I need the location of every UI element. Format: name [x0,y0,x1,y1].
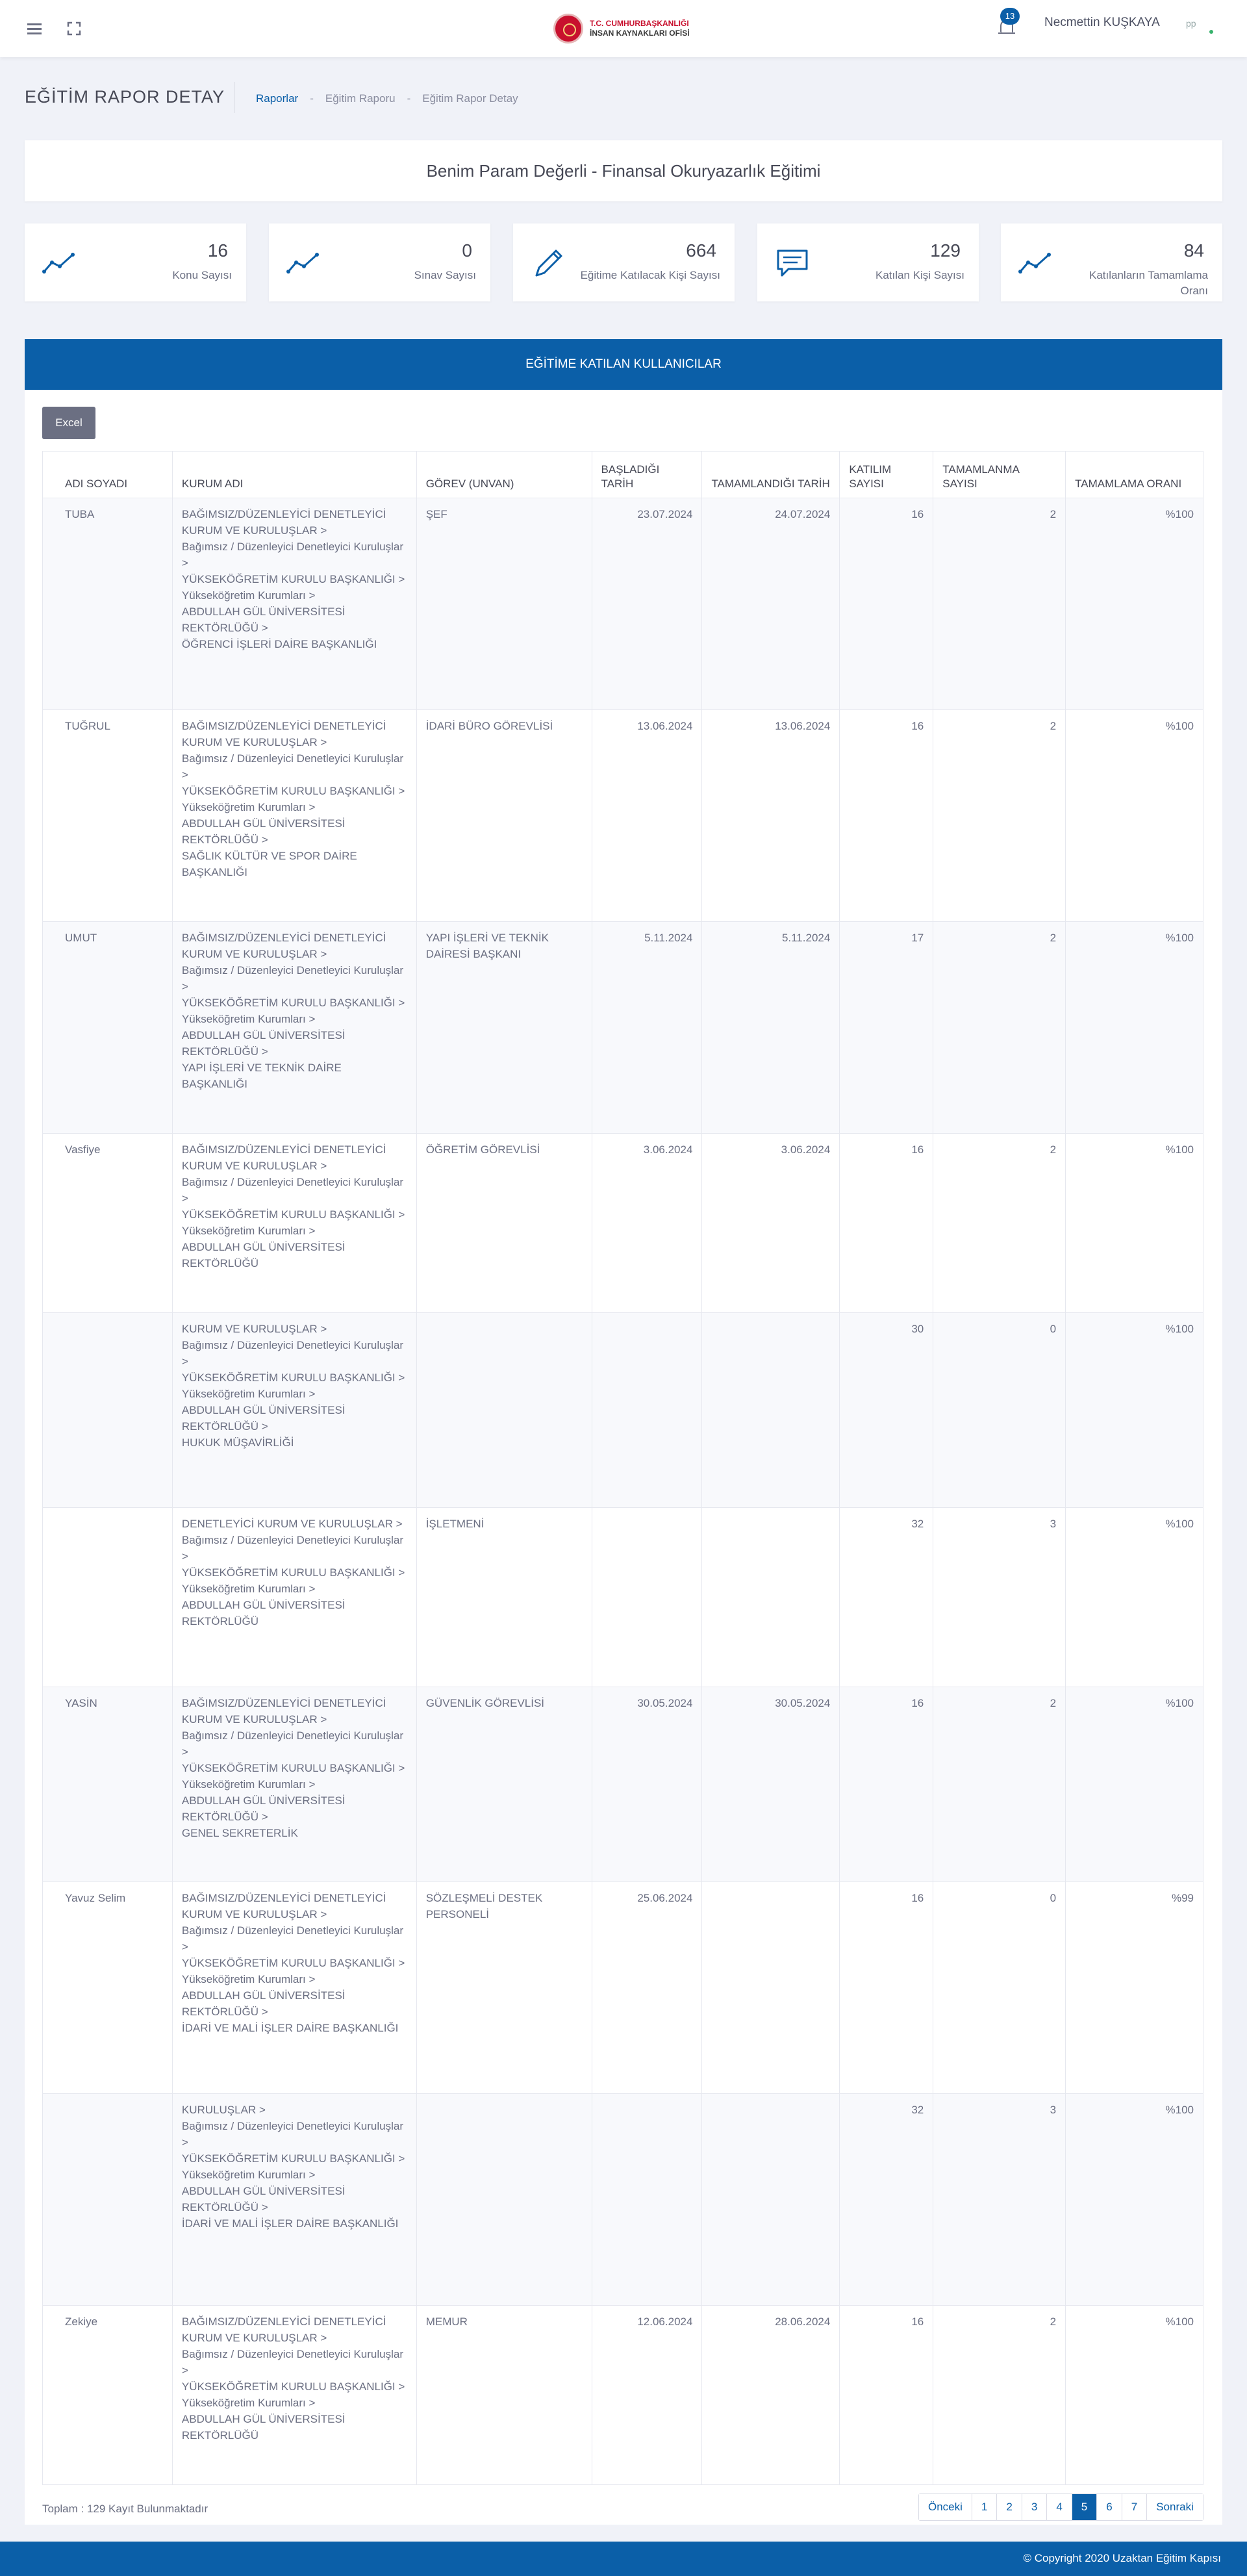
cell-end-date: 3.06.2024 [702,1134,840,1312]
avatar[interactable]: pp [1186,18,1196,29]
cell-attendance: 17 [840,922,933,1133]
cell-organization: BAĞIMSIZ/DÜZENLEYİCİ DENETLEYİCİ KURUM VE KURULUŞLAR > Bağımsız / Düzenleyici Denetleyici Kuruluşlar > YÜKSEKÖĞRETİM KURULU BAŞKANLIĞI > Yükseköğretim Kurumları > ABDULLAH GÜL ÜNİVERSİTESİ REKTÖRLÜĞÜ > ÖĞRENCİ İŞLERİ DAİRE BAŞKANLIĞI [173,498,417,709]
cell-completion-count: 2 [933,1134,1066,1312]
cell-name: TUĞRUL [43,710,173,921]
cell-end-date: 5.11.2024 [702,922,840,1133]
cell-name: Vasfiye [43,1134,173,1312]
stat-label: Konu Sayısı [172,269,232,281]
cell-completion-rate: %100 [1066,2306,1203,2484]
trend-line-icon [39,243,81,282]
table-row [43,1313,1203,1508]
cell-name [43,2094,173,2305]
cell-completion-count: 2 [933,2306,1066,2484]
cell-end-date: 28.06.2024 [702,2306,840,2484]
cell-completion-rate: %100 [1066,1508,1203,1687]
stat-card-participants [757,223,979,301]
cell-completion-count: 2 [933,1687,1066,1881]
cell-organization: KURULUŞLAR > Bağımsız / Düzenleyici Denetleyici Kuruluşlar > YÜKSEKÖĞRETİM KURULU BAŞKANLIĞI > Yükseköğretim Kurumları > ABDULLAH GÜL ÜNİVERSİTESİ REKTÖRLÜĞÜ > İDARİ VE MALİ İŞLER DAİRE BAŞKANLIĞI [173,2094,417,2305]
cell-organization: BAĞIMSIZ/DÜZENLEYİCİ DENETLEYİCİ KURUM VE KURULUŞLAR > Bağımsız / Düzenleyici Denetleyici Kuruluşlar > YÜKSEKÖĞRETİM KURULU BAŞKANLIĞI > Yükseköğretim Kurumları > ABDULLAH GÜL ÜNİVERSİTESİ REKTÖRLÜĞÜ > İDARİ VE MALİ İŞLER DAİRE BAŞKANLIĞI [173,1882,417,2093]
cell-end-date: 24.07.2024 [702,498,840,709]
cell-organization: BAĞIMSIZ/DÜZENLEYİCİ DENETLEYİCİ KURUM VE KURULUŞLAR > Bağımsız / Düzenleyici Denetleyici Kuruluşlar > YÜKSEKÖĞRETİM KURULU BAŞKANLIĞI > Yükseköğretim Kurumları > ABDULLAH GÜL ÜNİVERSİTESİ REKTÖRLÜĞÜ > SAĞLIK KÜLTÜR VE SPOR DAİRE BAŞKANLIĞI [173,710,417,921]
table-row [43,1882,1203,2094]
cell-title: SÖZLEŞMELİ DESTEK PERSONELİ [417,1882,592,2093]
table-row [43,2306,1203,2485]
table-header-row [43,452,1203,498]
column-header-name[interactable]: ADI SOYADI [43,452,173,498]
participants-panel [25,390,1222,2525]
cell-name: Yavuz Selim [43,1882,173,2093]
cell-title: ŞEF [417,498,592,709]
user-name[interactable]: Necmettin KUŞKAYA [1044,16,1160,29]
stat-value: 0 [462,240,472,261]
pagination-page-7[interactable]: 7 [1122,2494,1147,2520]
cell-organization: DENETLEYİCİ KURUM VE KURULUŞLAR > Bağımsız / Düzenleyici Denetleyici Kuruluşlar > YÜKSEKÖĞRETİM KURULU BAŞKANLIĞI > Yükseköğretim Kurumları > ABDULLAH GÜL ÜNİVERSİTESİ REKTÖRLÜĞÜ [173,1508,417,1687]
cell-completion-count: 2 [933,710,1066,921]
total-records-text: Toplam : 129 Kayıt Bulunmaktadır [42,2503,208,2515]
pagination-page-4[interactable]: 4 [1047,2494,1072,2520]
cell-start-date: 25.06.2024 [592,1882,703,2093]
stat-value: 664 [686,240,716,261]
cell-completion-rate: %100 [1066,498,1203,709]
cell-name [43,1508,173,1687]
cell-completion-count: 0 [933,1313,1066,1507]
cell-start-date [592,1313,703,1507]
stat-value: 16 [207,240,228,261]
stat-value: 129 [930,240,961,261]
pagination-page-3[interactable]: 3 [1022,2494,1047,2520]
breadcrumb [256,92,530,105]
fullscreen-expand-icon[interactable] [62,17,86,40]
cell-completion-count: 2 [933,498,1066,709]
stat-card-exams [269,223,490,301]
stat-card-expected-participants [513,223,735,301]
table-row [43,710,1203,922]
cell-end-date [702,2094,840,2305]
pagination-prev-button[interactable]: Önceki [919,2494,972,2520]
stat-label: Katılanların Tamamlama Oranı [1089,269,1208,297]
table-row [43,498,1203,710]
column-header-start-date[interactable]: BAŞLADIĞI TARİH [592,452,703,498]
cell-title: MEMUR [417,2306,592,2484]
cell-attendance: 16 [840,2306,933,2484]
cell-start-date: 13.06.2024 [592,710,703,921]
chat-icon [772,243,813,282]
stat-label: Katılan Kişi Sayısı [875,269,964,281]
logo-line1: T.C. CUMHURBAŞKANLIĞI [590,19,689,28]
cell-title [417,1313,592,1507]
breadcrumb-sep: - [407,92,411,105]
cell-organization: BAĞIMSIZ/DÜZENLEYİCİ DENETLEYİCİ KURUM VE KURULUŞLAR > Bağımsız / Düzenleyici Denetleyici Kuruluşlar > YÜKSEKÖĞRETİM KURULU BAŞKANLIĞI > Yükseköğretim Kurumları > ABDULLAH GÜL ÜNİVERSİTESİ REKTÖRLÜĞÜ > GENEL SEKRETERLİK [173,1687,417,1881]
cell-title: YAPI İŞLERİ VE TEKNİK DAİRESİ BAŞKANI [417,922,592,1133]
cell-end-date [702,1882,840,2093]
cell-attendance: 30 [840,1313,933,1507]
cell-end-date: 13.06.2024 [702,710,840,921]
pagination-page-2[interactable]: 2 [997,2494,1022,2520]
cell-name: Zekiye [43,2306,173,2484]
course-title: Benim Param Değerli - Finansal Okuryazarlık Eğitimi [426,161,821,181]
cell-attendance: 16 [840,710,933,921]
footer-bar [0,2542,1247,2576]
column-header-title[interactable]: GÖREV (UNVAN) [417,452,592,498]
cell-title: ÖĞRETİM GÖREVLİSİ [417,1134,592,1312]
cell-completion-count: 0 [933,1882,1066,2093]
pagination-page-6[interactable]: 6 [1097,2494,1122,2520]
cell-name: YASİN [43,1687,173,1881]
logo-line2: İNSAN KAYNAKLARI OFİSİ [590,29,690,38]
cell-start-date: 3.06.2024 [592,1134,703,1312]
cell-title: GÜVENLİK GÖREVLİSİ [417,1687,592,1881]
pagination-page-1[interactable]: 1 [972,2494,997,2520]
column-header-completion-rate[interactable]: TAMAMLAMA ORANI [1066,452,1203,498]
column-header-end-date[interactable]: TAMAMLANDIĞI TARİH [702,452,840,498]
cell-name: UMUT [43,922,173,1133]
breadcrumb-item-current: Eğitim Rapor Detay [422,92,518,105]
participants-table [42,451,1203,2485]
cell-organization: KURUM VE KURULUŞLAR > Bağımsız / Düzenleyici Denetleyici Kuruluşlar > YÜKSEKÖĞRETİM KURULU BAŞKANLIĞI > Yükseköğretim Kurumları > ABDULLAH GÜL ÜNİVERSİTESİ REKTÖRLÜĞÜ > HUKUK MÜŞAVİRLİĞİ [173,1313,417,1507]
presidential-seal-icon [553,14,583,44]
cell-completion-rate: %100 [1066,1687,1203,1881]
stat-value: 84 [1183,240,1204,261]
cell-start-date: 23.07.2024 [592,498,703,709]
cell-attendance: 32 [840,2094,933,2305]
table-row [43,922,1203,1134]
cell-completion-rate: %99 [1066,1882,1203,2093]
table-row [43,2094,1203,2306]
cell-end-date [702,1508,840,1687]
online-status-dot [1208,29,1215,35]
column-header-attendance[interactable]: KATILIM SAYISI [840,452,933,498]
pencil-icon [527,243,569,282]
cell-attendance: 16 [840,1687,933,1881]
cell-attendance: 16 [840,1882,933,2093]
participants-panel-header: EĞİTİME KATILAN KULLANICILAR [25,339,1222,390]
cell-organization: BAĞIMSIZ/DÜZENLEYİCİ DENETLEYİCİ KURUM VE KURULUŞLAR > Bağımsız / Düzenleyici Denetleyici Kuruluşlar > YÜKSEKÖĞRETİM KURULU BAŞKANLIĞI > Yükseköğretim Kurumları > ABDULLAH GÜL ÜNİVERSİTESİ REKTÖRLÜĞÜ [173,1134,417,1312]
cell-completion-count: 2 [933,922,1066,1133]
breadcrumb-sep: - [310,92,314,105]
cell-start-date [592,2094,703,2305]
pagination [918,2493,1203,2521]
column-header-completion-count[interactable]: TAMAMLANMA SAYISI [933,452,1066,498]
table-row [43,1134,1203,1313]
stat-card-topics [25,223,246,301]
cell-completion-count: 3 [933,1508,1066,1687]
cell-start-date: 5.11.2024 [592,922,703,1133]
pagination-page-5-active[interactable]: 5 [1072,2494,1097,2520]
notification-count-badge[interactable]: 13 [1000,8,1020,25]
cell-title: İŞLETMENİ [417,1508,592,1687]
stat-label: Eğitime Katılacak Kişi Sayısı [580,269,720,281]
cell-start-date [592,1508,703,1687]
cell-completion-rate: %100 [1066,2094,1203,2305]
cell-completion-rate: %100 [1066,1134,1203,1312]
cell-start-date: 12.06.2024 [592,2306,703,2484]
cell-title: İDARİ BÜRO GÖREVLİSİ [417,710,592,921]
cell-attendance: 16 [840,498,933,709]
institution-logo[interactable] [553,12,690,45]
trend-line-icon [283,243,325,282]
cell-organization: BAĞIMSIZ/DÜZENLEYİCİ DENETLEYİCİ KURUM VE KURULUŞLAR > Bağımsız / Düzenleyici Denetleyici Kuruluşlar > YÜKSEKÖĞRETİM KURULU BAŞKANLIĞI > Yükseköğretim Kurumları > ABDULLAH GÜL ÜNİVERSİTESİ REKTÖRLÜĞÜ > YAPI İŞLERİ VE TEKNİK DAİRE BAŞKANLIĞI [173,922,417,1133]
hamburger-menu-icon[interactable] [23,17,47,40]
cell-completion-rate: %100 [1066,710,1203,921]
cell-name [43,1313,173,1507]
cell-end-date [702,1313,840,1507]
cell-organization: BAĞIMSIZ/DÜZENLEYİCİ DENETLEYİCİ KURUM VE KURULUŞLAR > Bağımsız / Düzenleyici Denetleyici Kuruluşlar > YÜKSEKÖĞRETİM KURULU BAŞKANLIĞI > Yükseköğretim Kurumları > ABDULLAH GÜL ÜNİVERSİTESİ REKTÖRLÜĞÜ [173,2306,417,2484]
course-title-card [25,140,1222,201]
stat-label: Sınav Sayısı [414,269,476,281]
cell-attendance: 16 [840,1134,933,1312]
copyright-text: © Copyright 2020 Uzaktan Eğitim Kapısı [1023,2552,1221,2564]
cell-name: TUBA [43,498,173,709]
cell-completion-rate: %100 [1066,922,1203,1133]
stat-card-completion-rate [1001,223,1222,301]
cell-completion-rate: %100 [1066,1313,1203,1507]
top-navbar [0,0,1247,57]
cell-title [417,2094,592,2305]
column-header-organization[interactable]: KURUM ADI [173,452,417,498]
breadcrumb-item-training-report[interactable]: Eğitim Raporu [325,92,396,105]
excel-export-button[interactable]: Excel [42,407,95,439]
cell-attendance: 32 [840,1508,933,1687]
cell-end-date: 30.05.2024 [702,1687,840,1881]
cell-completion-count: 3 [933,2094,1066,2305]
table-row [43,1508,1203,1687]
breadcrumb-item-reports[interactable]: Raporlar [256,92,299,105]
page-title: EĞİTİM RAPOR DETAY [25,87,225,107]
pagination-next-button[interactable]: Sonraki [1147,2494,1203,2520]
trend-line-icon [1015,243,1057,282]
table-row [43,1687,1203,1882]
cell-start-date: 30.05.2024 [592,1687,703,1881]
